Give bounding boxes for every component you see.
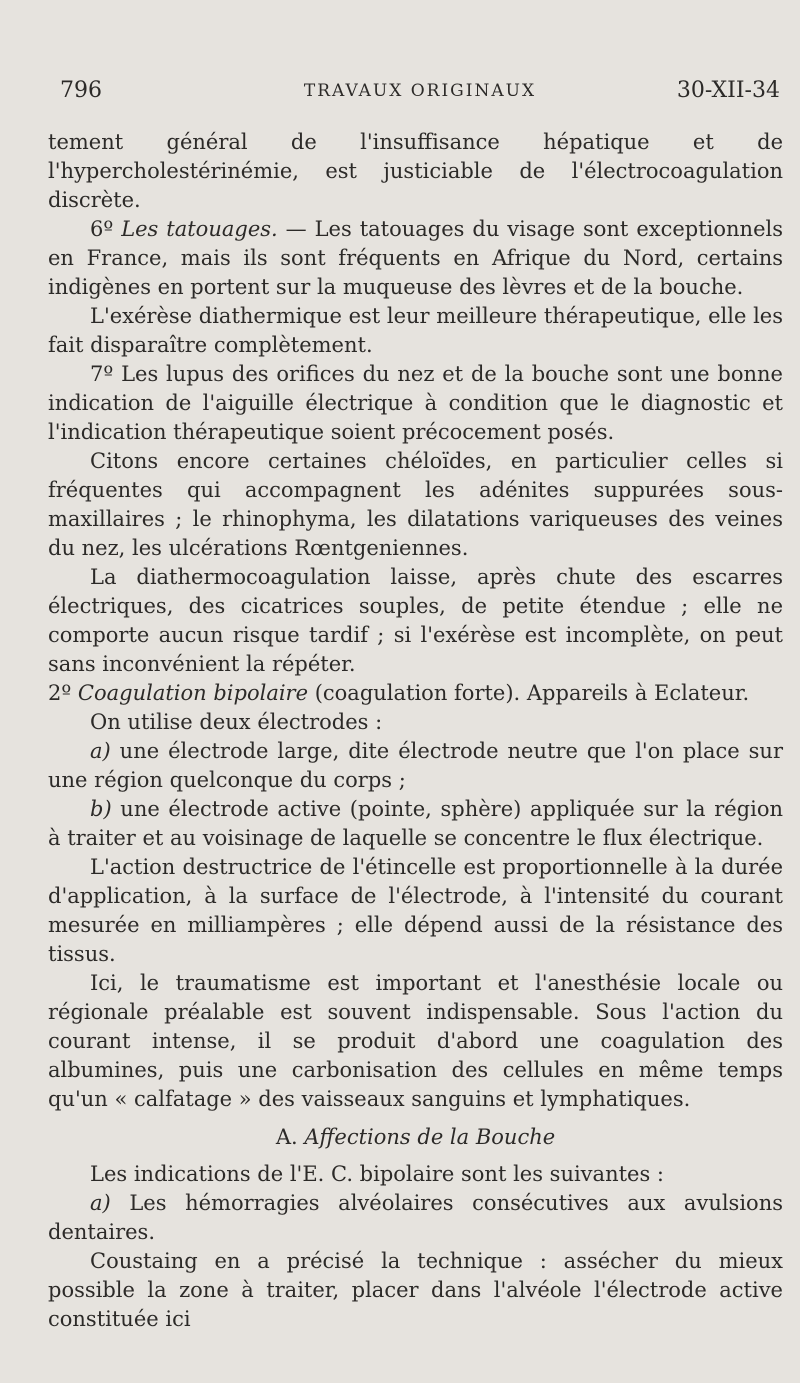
paragraph: L'exérèse diathermique est leur meilleure thérapeutique, elle les fait disparaître complètement.: [48, 304, 783, 357]
paragraph: La diathermocoagulation laisse, après chute des escarres électriques, des cicatrices souples, de petite étendue ; elle ne comporte aucun risque tardif ; si l'exérèse est incomplète, on peut sans inconvénient la répéter.: [48, 565, 783, 676]
paragraph: Coustaing en a précisé la technique : assécher du mieux possible la zone à traiter, placer dans l'alvéole l'électrode active constituée ici: [48, 1249, 783, 1331]
list-item: a) Les hémorragies alvéolaires consécutives aux avulsions dentaires.: [48, 1191, 783, 1244]
paragraph: L'action destructrice de l'étincelle est proportionnelle à la durée d'application, à la surface de l'électrode, à l'intensité du courant mesurée en milliampères ; elle dépend aussi de la résistance des tissus.: [48, 855, 783, 966]
paragraph: 2º Coagulation bipolaire (coagulation forte). Appareils à Eclateur.: [48, 681, 750, 705]
page-header: [60, 78, 780, 108]
body-text: [48, 128, 783, 1334]
list-item: b) une électrode active (pointe, sphère) appliquée sur la région à traiter et au voisinage de laquelle se concentre le flux électrique.: [48, 797, 783, 850]
list-item: a) une électrode large, dite électrode neutre que l'on place sur une région quelconque du corps ;: [48, 739, 783, 792]
paragraph: Ici, le traumatisme est important et l'anesthésie locale ou régionale préalable est souvent indispensable. Sous l'action du courant intense, il se produit d'abord une coagulation des albumines, puis une carbonisation des cellules en même temps qu'un « calfatage » des vaisseaux sanguins et lymphatiques.: [48, 971, 783, 1111]
paragraph: On utilise deux électrodes :: [90, 710, 383, 734]
paragraph: 7º Les lupus des orifices du nez et de la bouche sont une bonne indication de l'aiguille électrique à condition que le diagnostic et l'indication thérapeutique soient précocement posés.: [48, 362, 783, 444]
paragraph: tement général de l'insuffisance hépatique et de l'hypercholestérinémie, est justiciable de l'électrocoagulation discrète.: [48, 130, 783, 212]
paragraph: Les indications de l'E. C. bipolaire sont les suivantes :: [90, 1162, 664, 1186]
page-number: 796: [60, 78, 102, 103]
paragraph: Citons encore certaines chéloïdes, en particulier celles si fréquentes qui accompagnent les adénites suppurées sous-maxillaires ; le rhinophyma, les dilatations variqueuses des veines du nez, les ulcérations Rœntgeniennes.: [48, 449, 783, 560]
running-title: TRAVAUX ORIGINAUX: [303, 81, 537, 101]
section-heading: A. Affections de la Bouche: [275, 1125, 556, 1149]
paragraph: 6º Les tatouages. — Les tatouages du visage sont exceptionnels en France, mais ils sont fréquents en Afrique du Nord, certains indigènes en portent sur la muqueuse des lèvres et de la bouche.: [48, 217, 783, 299]
issue-date: 30-XII-34: [676, 78, 780, 103]
